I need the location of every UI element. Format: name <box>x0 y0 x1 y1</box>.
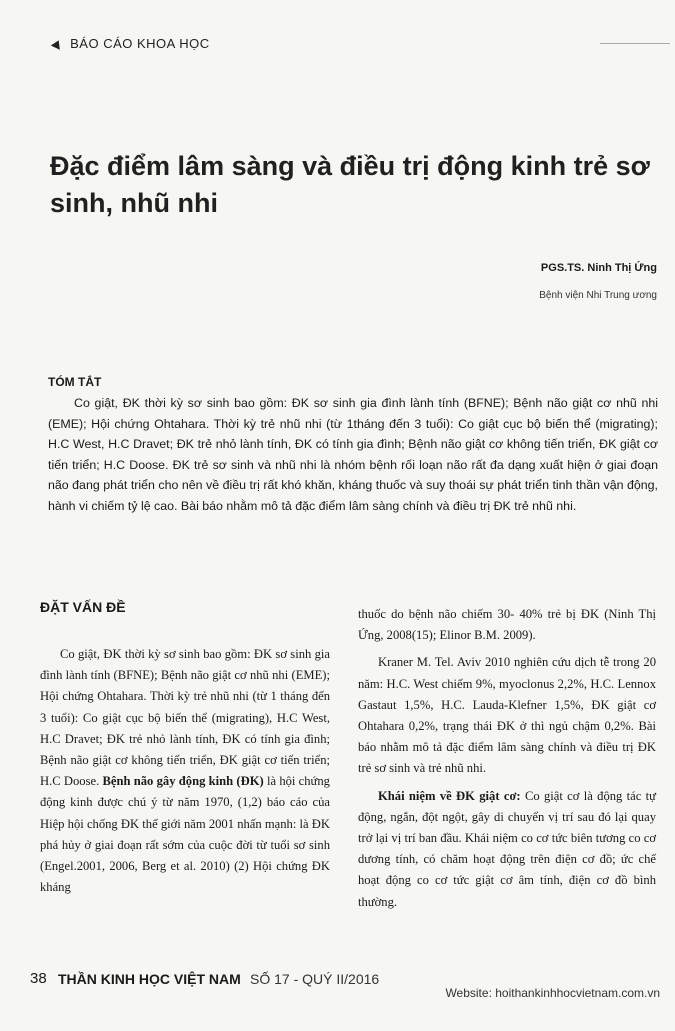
article-title: Đặc điểm lâm sàng và điều trị động kinh trẻ sơ sinh, nhũ nhi <box>50 151 650 218</box>
section-label: BÁO CÁO KHOA HỌC <box>70 36 210 51</box>
right-paragraph-2: Kraner M. Tel. Aviv 2010 nghiên cứu dịch tễ trong 20 năm: H.C. West chiếm 9%, myoclonus 2,2%, H.C. Lennox Gastaut 1,5%, H.C. Lauda-Klefner 1,5%, ĐK giật cơ Ohtahara 0,2%, trạng thái ĐK ở thì ngủ chậm 0,2%. Bài báo nhằm mô tả đặc điểm lâm sàng chính và điều trị ĐK trẻ sơ sinh và trẻ nhũ nhi. <box>358 655 656 776</box>
left-paragraph <box>40 644 330 898</box>
left-column <box>40 644 330 898</box>
right-bold-term: Khái niệm về ĐK giật cơ: <box>378 788 521 803</box>
header-rule <box>600 43 670 44</box>
article-affiliation: Bệnh viện Nhi Trung ương <box>539 290 657 301</box>
abstract-heading: TÓM TẮT <box>48 375 102 389</box>
journal-issue: SỐ 17 - QUÝ II/2016 <box>250 971 380 987</box>
right-column <box>358 604 656 919</box>
right-paragraph-3 <box>358 786 656 913</box>
journal-name: THẦN KINH HỌC VIỆT NAM <box>58 971 241 987</box>
section-header <box>52 36 210 51</box>
page-footer <box>30 970 660 1000</box>
header-mark-icon <box>51 38 63 49</box>
left-text-1: Co giật, ĐK thời kỳ sơ sinh bao gồm: ĐK sơ sinh gia đình lành tính (BFNE); Bệnh não giật cơ nhũ nhi (EME); Hội chứng Ohtahara. Thời kỳ trẻ nhũ nhi (từ 1 tháng đến 3 tuổi): Co giật cục bộ biến thể (migrating), H.C West, H.C Dravet; ĐK trẻ nhỏ lành tính, ĐK có tính gia đình; Bệnh não giật cơ không tiến triển, ĐK giật cơ tiến triển; H.C Doose. <box>40 647 330 789</box>
right-paragraph-1: thuốc do bệnh não chiếm 30- 40% trẻ bị ĐK (Ninh Thị Ứng, 2008(15); Elinor B.M. 2009). <box>358 607 656 643</box>
right-text-3: Co giật cơ là động tác tự động, ngắn, đột ngột, gây di chuyển vị trí sau đó lại quay trở lại vị trí ban đầu. Khái niệm co cơ tức biên tương co cơ dương tính, có chăm hoạt động trên điện cơ đồ; ức chế hoạt động co cơ tức giật cơ âm tính, điện cơ đồ bình thường. <box>358 788 656 909</box>
section-heading: ĐẶT VẤN ĐỀ <box>40 599 126 615</box>
left-text-2: là hội chứng động kinh được chú ý từ năm 1970, (1,2) báo cáo của Hiệp hội chống ĐK thế giới năm 2001 nhấn mạnh: là ĐK phá hủy ở giai đoạn rất sớm của cuộc đời từ tuổi sơ sinh (Engel.2001, 2006, Berg et al. 2010) (2) Hội chứng ĐK kháng <box>40 774 330 895</box>
article-author: PGS.TS. Ninh Thị Ứng <box>540 262 657 274</box>
abstract-text: Co giật, ĐK thời kỳ sơ sinh bao gồm: ĐK sơ sinh gia đình lành tính (BFNE); Bệnh não giật cơ nhũ nhi (EME); Hội chứng Ohtahara. Thời kỳ trẻ nhũ nhi (từ 1tháng đến 3 tuổi): Co giật cục bộ biến thể (migrating); H.C West, H.C Dravet; ĐK trẻ nhỏ lành tính, ĐK có tính gia đình; Bệnh não giật cơ không tiến triển, ĐK giật cơ tiến triển; H.C Doose. ĐK trẻ sơ sinh và nhũ nhi là nhóm bệnh rối loạn não rất đa dạng xuất hiện ở giai đoạn não đang phát triển cho nên về điều trị rất khó khăn, kháng thuốc và suy thoái sự phát triển tinh thần vận động, hành vi chiếm tỷ lệ cao. Bài báo nhằm mô tả đặc điểm lâm sàng chính và điều trị ĐK trẻ nhũ nhi. <box>48 396 658 513</box>
journal-website: Website: hoithankinhhocvietnam.com.vn <box>445 986 660 1000</box>
left-bold-term: Bệnh não gây động kinh (ĐK) <box>102 774 264 789</box>
page-number: 38 <box>30 970 47 987</box>
